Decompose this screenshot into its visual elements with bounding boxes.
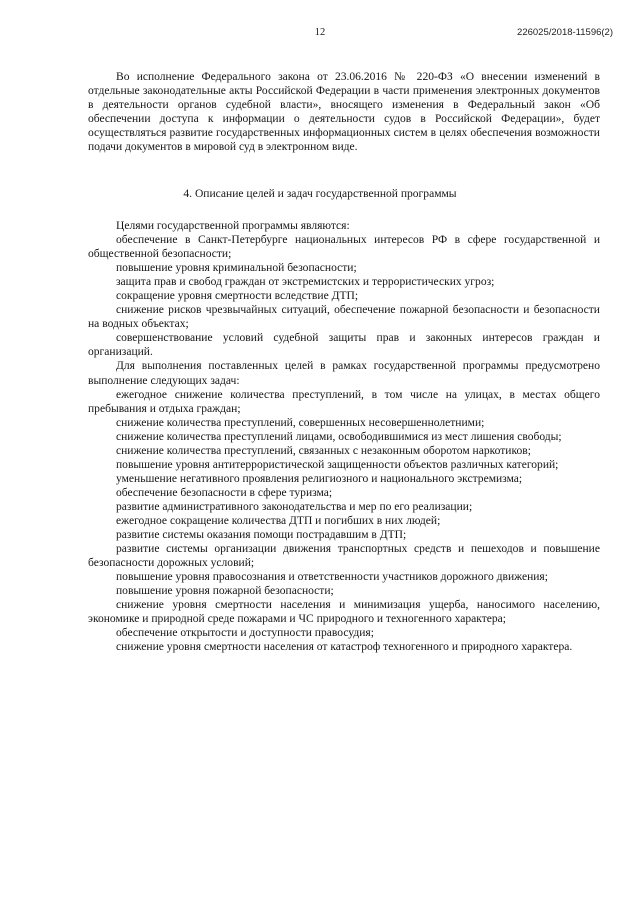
task-item: повышение уровня правосознания и ответственности участников дорожного движения; [116,571,548,584]
tasks-intro: Для выполнения поставленных целей в рамках государственной программы предусмотрено выполнение следующих задач: [88,360,600,387]
goal-item: повышение уровня криминальной безопасности; [116,262,357,275]
goal-item: защита прав и свобод граждан от экстремистских и террористических угроз; [116,276,495,289]
goal-item: снижение рисков чрезвычайных ситуаций, обеспечение пожарной безопасности и безопасности на водных объектах; [88,304,600,331]
task-item: развитие системы оказания помощи пострадавшим в ДТП; [116,529,407,542]
goals-intro: Целями государственной программы являются: [116,220,350,232]
task-item: обеспечение безопасности в сфере туризма; [116,486,333,499]
goal-item: обеспечение в Санкт-Петербурге национальных интересов РФ в сфере государственной и общественной безопасности; [88,234,600,261]
task-item: развитие системы организации движения транспортных средств и пешеходов и повышение безопасности дорожных условий; [88,543,600,570]
intro-block [88,70,600,154]
intro-paragraph: Во исполнение Федерального закона от 23.06.2016 № 220-ФЗ «О внесении изменений в отдельные законодательные акты Российской Федерации в части применения электронных документов в деятельности органов судебной власти», вносящего изменения в Федеральный закон «Об обеспечении доступа к информации о деятельности судов в Российской Федерации», будет осуществляться развитие государственных информационных систем в целях обеспечения возможности подачи документов в мировой суд в электронном виде. [88,71,600,154]
task-item: ежегодное сокращение количества ДТП и погибших в них людей; [116,514,441,527]
page-number: 12 [314,27,326,38]
task-item: снижение количества преступлений лицами, освободившимися из мест лишения свободы; [116,430,562,443]
task-item: уменьшение негативного проявления религиозного и национального экстремизма; [116,472,523,485]
task-item: обеспечение открытости и доступности правосудия; [116,627,374,640]
task-item: повышение уровня пожарной безопасности; [116,585,334,598]
document-code: 226025/2018-11596(2) [517,27,613,38]
task-item: снижение уровня смертности населения и минимизация ущерба, наносимого населению, экономике и природной среде пожарами и ЧС природного и техногенного характера; [88,599,600,626]
task-item: ежегодное снижение количества преступлений, в том числе на улицах, в местах общего пребывания и отдыха граждан; [88,388,600,415]
goals-and-tasks-block [88,219,600,654]
goal-item: сокращение уровня смертности вследствие ДТП; [116,290,359,303]
task-item: развитие административного законодательства и мер по его реализации; [116,500,473,513]
task-item: снижение уровня смертности населения от катастроф техногенного и природного характера. [116,641,573,654]
task-item: снижение количества преступлений, связанных с незаконным оборотом наркотиков; [116,444,531,457]
goal-item: совершенствование условий судебной защиты прав и законных интересов граждан и организаций. [88,332,600,359]
section-heading: 4. Описание целей и задач государственной программы [183,188,457,200]
task-item: повышение уровня антитеррористической защищенности объектов различных категорий; [116,458,559,471]
task-item: снижение количества преступлений, совершенных несовершеннолетними; [116,416,485,429]
